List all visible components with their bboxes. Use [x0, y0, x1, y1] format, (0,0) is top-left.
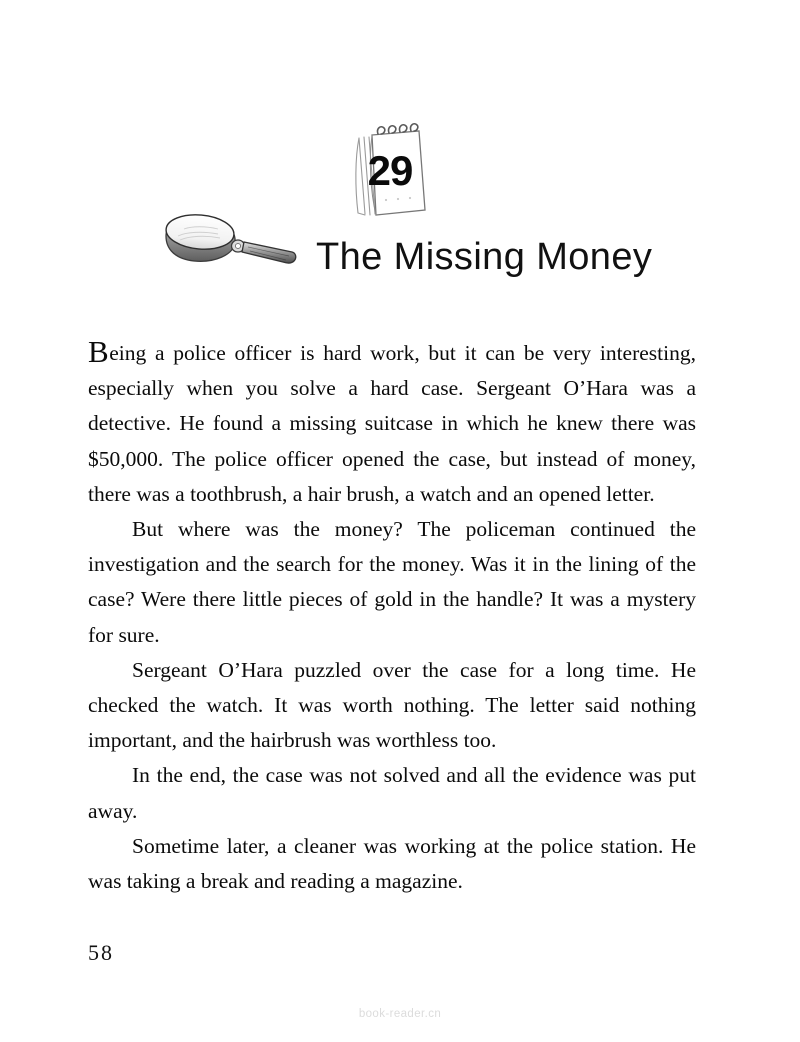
drop-cap: B [88, 334, 110, 369]
chapter-title: The Missing Money [316, 236, 653, 278]
paragraph-5: Sometime later, a cleaner was working at the police station. He was taking a break and reading a magazine. [88, 833, 696, 894]
watermark: book-reader.cn [358, 1008, 442, 1020]
page-number: 58 [88, 940, 114, 965]
paragraph-3: Sergeant O’Hara puzzled over the case for a long time. He checked the watch. It was worth nothing. The letter said nothing important, and the hairbrush was worthless too. [88, 657, 696, 753]
chapter-number: 29 [367, 147, 413, 194]
paragraph-2: But where was the money? The policeman continued the investigation and the search for the money. Was it in the lining of the case? Were there little pieces of gold in the handle? It was a mystery for sure. [88, 517, 696, 647]
chapter-header [0, 0, 800, 310]
paragraph-text: eing a police officer is hard work, but it can be very interesting, especially when you solve a hard case. Sergeant O’Hara was a detective. He found a missing suitcase in which he knew there was $50,000. The police officer opened the case, but instead of money, there was a toothbrush, a hair brush, a watch and an opened letter. [88, 341, 696, 506]
paragraph-1 [88, 336, 696, 512]
paragraph-4: In the end, the case was not solved and all the evidence was put away. [88, 763, 696, 823]
magnifying-glass-icon [162, 206, 302, 286]
story-body [88, 336, 696, 899]
